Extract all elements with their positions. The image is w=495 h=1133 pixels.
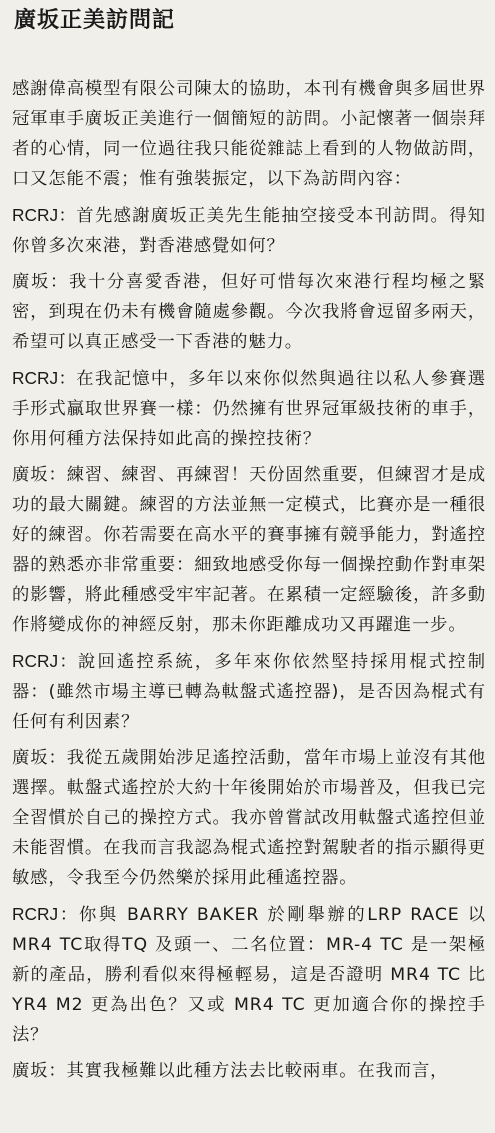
speaker-label: 廣坂：	[12, 748, 67, 768]
paragraph-text: 練習、練習、再練習！天份固然重要，但練習才是成功的最大關鍵。練習的方法並無一定模式，比賽亦是一種很好的練習。你若需要在高水平的賽事擁有競爭能力，對遙控器的熟悉亦非常重要：細致地感受你每一個操控動作對車架的影響，將此種感受牢牢記著。在累積一定經驗後，許多動作將變成你的神經反射，那未你距離成功又再躍進一步。	[12, 465, 487, 635]
speaker-label: RCRJ：	[12, 205, 77, 225]
speaker-label: RCRJ：	[12, 368, 77, 388]
paragraph-text: 在我記憶中，多年以來你似然與過往以私人參賽選手形式贏取世界賽一樣：仍然擁有世界冠軍級技術的車手，你用何種方法保持如此高的操控技術？	[12, 369, 486, 449]
question-paragraph	[12, 200, 486, 261]
speaker-label: 廣坂：	[12, 272, 69, 292]
paragraph-text: 我十分喜愛香港，但好可惜每次來港行程均極之緊密，到現在仍未有機會隨處參觀。今次我將會逗留多兩天，希望可以真正感受一下香港的魅力。	[12, 272, 486, 352]
answer-paragraph	[12, 267, 486, 357]
paragraph-text: 說回遙控系統，多年來你依然堅持採用棍式控制器：(雖然市場主導已轉為軚盤式遙控器)，是否因為棍式有任何有利因素？	[12, 652, 486, 732]
paragraph-text: 我從五歲開始涉足遙控活動，當年市場上並沒有其他選擇。軚盤式遙控於大約十年後開始於市場普及，但我已完全習慣於自己的操控方式。我亦曾嘗試改用軚盤式遙控但並未能習慣。在我而言我認為棍式遙控對駕駛者的指示顯得更敏感，令我至今仍然樂於採用此種遙控器。	[12, 748, 487, 888]
speaker-label: 廣坂：	[12, 465, 67, 485]
answer-paragraph	[12, 1056, 486, 1086]
paragraph-text: 首先感謝廣坂正美先生能抽空接受本刊訪問。得知你曾多次來港，對香港感覺如何？	[12, 206, 486, 256]
question-paragraph	[12, 646, 486, 737]
question-paragraph	[12, 363, 486, 454]
article-title: 廣坂正美訪問記	[14, 8, 176, 33]
speaker-label: RCRJ：	[12, 651, 78, 671]
question-paragraph	[12, 899, 486, 1050]
paragraph-text: 你與 BARRY BAKER 於剛舉辦的LRP RACE 以MR4 TC取得TQ 及頭一、二名位置：MR-4 TC 是一架極新的產品，勝利看似來得極輕易，這是否證明 MR4 TC 比 YR4 M2 更為出色？又或 MR4 TC 更加適合你的操控手法？	[12, 905, 486, 1045]
paragraph-text: 感謝偉高模型有限公司陳太的協助，本刊有機會與多屆世界冠軍車手廣坂正美進行一個簡短的訪問。小記懷著一個崇拜者的心情，同一位過往我只能從雜誌上看到的人物做訪問，口又怎能不震；惟有強裝振定，以下為訪問內容：	[12, 79, 486, 189]
speaker-label: 廣坂：	[12, 1061, 67, 1081]
answer-paragraph	[12, 743, 486, 893]
paragraph-text: 其實我極難以此種方法去比較兩車。在我而言，	[66, 1061, 449, 1081]
speaker-label: RCRJ：	[12, 904, 79, 924]
intro-paragraph	[12, 74, 486, 194]
answer-paragraph	[12, 460, 486, 640]
article-body	[12, 74, 486, 1086]
